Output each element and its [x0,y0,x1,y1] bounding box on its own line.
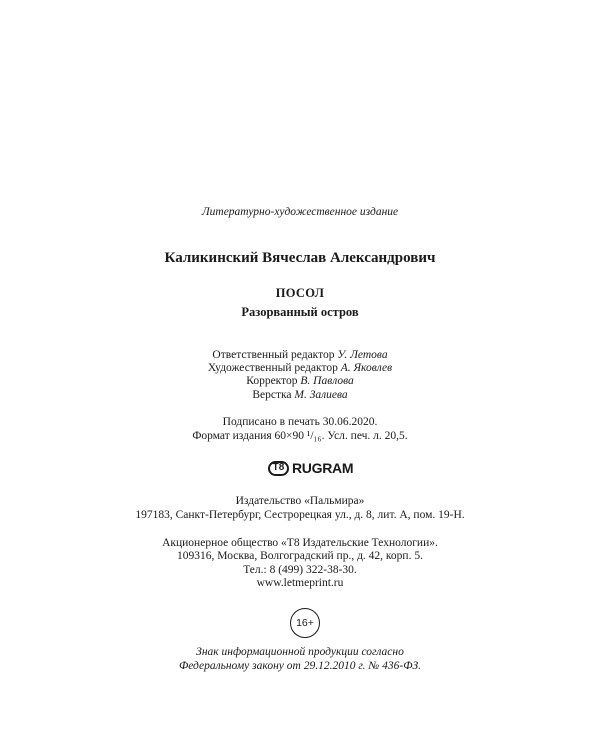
credit-role: Художественный редактор [207,362,338,374]
age-rating-badge: 16+ [290,608,320,638]
print-signed-date: Подписано в печать 30.06.2020. [222,416,378,428]
publisher-name: Издательство «Пальмира» [235,495,365,507]
credit-line [0,348,600,362]
legal-notice-line: Федеральному закону от 29.12.2010 г. № 436-ФЗ. [178,660,422,672]
credit-line [0,374,600,388]
t8-badge-icon: T8 [268,461,289,476]
printer-phone: Тел.: 8 (499) 322-38-30. [243,564,357,576]
credit-role: Ответственный редактор [212,349,335,361]
rugram-logo [268,457,353,479]
legal-notice-line: Знак информационной продукции согласно [196,646,404,658]
printer-address: 109316, Москва, Волгоградский пр., д. 42, корп. 5. [177,550,423,562]
logo-wordmark: RUGRAM [292,460,354,476]
edition-type: Литературно-художественное издание [201,206,399,218]
printer-name: Акционерное общество «Т8 Издательские Технологии». [162,537,438,549]
book-title: ПОСОЛ [275,286,325,300]
publisher-address: 197183, Санкт-Петербург, Сестрорецкая ул., д. 8, лит. А, пом. 19-Н. [135,509,465,521]
credit-role: Корректор [246,375,298,387]
credit-person: М. Залиева [294,389,348,401]
book-subtitle: Разорванный остров [241,305,359,319]
credit-person: В. Павлова [300,375,354,387]
credit-line [0,388,600,402]
author-name: Каликинский Вячеслав Александрович [164,250,436,266]
credit-line [0,361,600,375]
print-format: Формат издания 60×90 ¹/₁₆. Усл. печ. л. 20,5. [192,430,408,442]
credit-person: У. Летова [337,349,388,361]
printer-website: www.letmeprint.ru [256,577,344,589]
credit-person: А. Яковлев [340,362,393,374]
credit-role: Верстка [252,389,292,401]
